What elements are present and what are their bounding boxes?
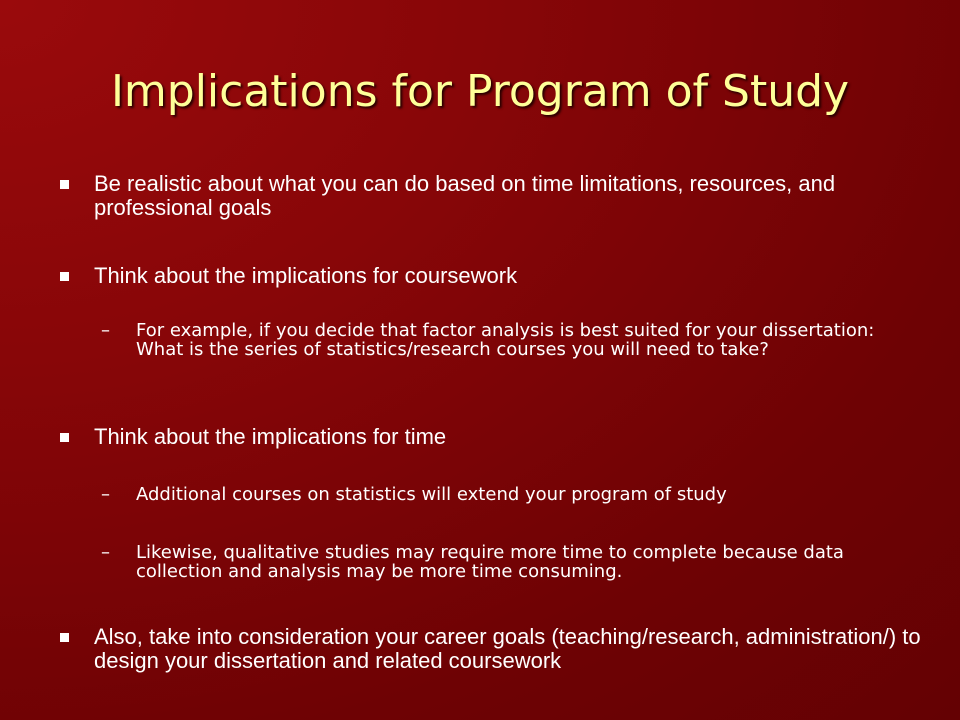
dash-bullet-icon: – xyxy=(101,542,110,563)
sub-bullet-text: For example, if you decide that factor analysis is best suited for your dissertation: What is the series of statistics/research courses you will need to take? xyxy=(136,320,875,360)
dash-bullet-icon: – xyxy=(101,320,110,341)
dash-bullet-icon: – xyxy=(101,484,110,505)
square-bullet-icon xyxy=(60,633,69,642)
square-bullet-icon xyxy=(60,272,69,281)
square-bullet-icon xyxy=(60,433,69,442)
slide-title: Implications for Program of Study xyxy=(110,66,850,117)
sub-bullet-text: Likewise, qualitative studies may require more time to complete because data collection and analysis may be more time consuming. xyxy=(136,542,844,582)
square-bullet-icon xyxy=(60,180,69,189)
bullet-text: Think about the implications for coursework xyxy=(94,263,518,288)
bullet-text: Think about the implications for time xyxy=(94,424,447,449)
sub-bullet-text: Additional courses on statistics will extend your program of study xyxy=(136,484,727,505)
bullet-text: Also, take into consideration your career goals (teaching/research, administration/) to design your dissertation and related coursework xyxy=(94,624,921,673)
bullet-text: Be realistic about what you can do based on time limitations, resources, and professional goals xyxy=(94,171,836,220)
